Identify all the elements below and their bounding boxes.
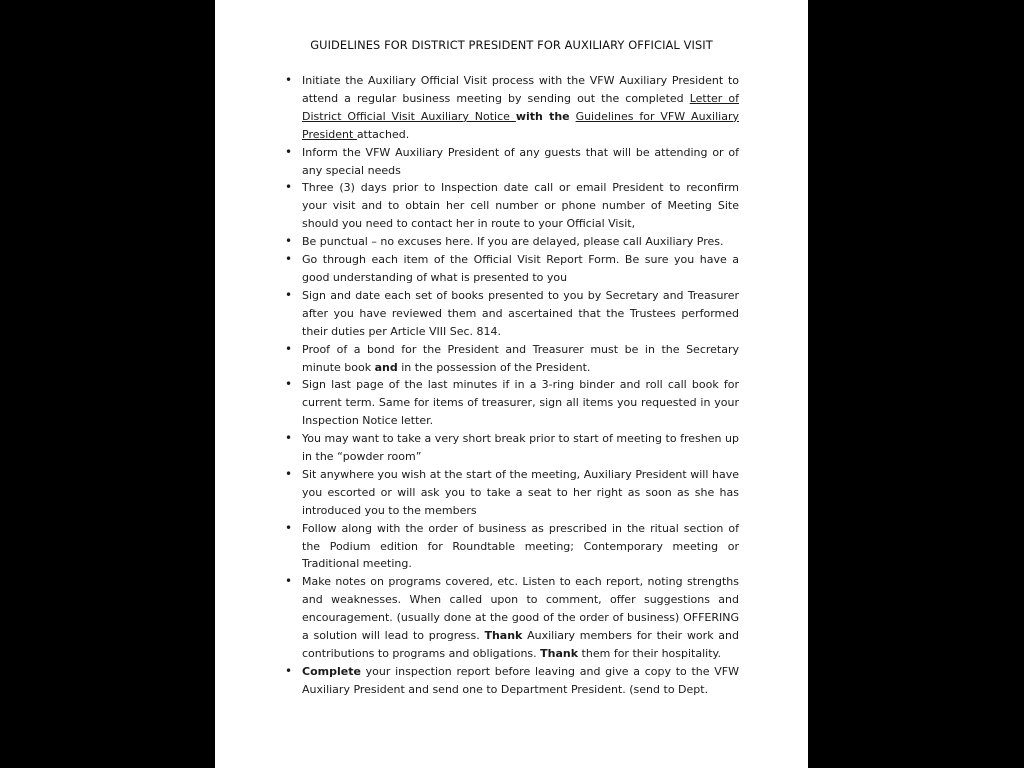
list-item	[285, 573, 739, 663]
item-text: Auxiliary members for their work and contributions to programs and obligations.	[302, 629, 739, 660]
item-text: Be punctual – no excuses here. If you are delayed, please call Auxiliary Pres.	[302, 235, 724, 249]
item-bold-text: Thank	[540, 647, 579, 660]
list-item	[285, 341, 739, 377]
bullet: •	[285, 73, 293, 87]
guidelines-list	[285, 72, 739, 699]
item-text: Go through each item of the Official Visit Report Form. Be sure you have a good understanding of what is presented to you	[302, 253, 739, 284]
item-bold-text: Thank	[484, 629, 523, 643]
bullet: •	[285, 341, 293, 356]
bullet: •	[285, 287, 293, 302]
item-bold-text: Complete	[302, 664, 361, 678]
item-text: your inspection report before leaving and give a copy to the VFW Auxiliary President and send one to Department President. (send to Dept.	[302, 664, 739, 696]
bullet: •	[285, 574, 293, 589]
list-item	[285, 376, 739, 430]
list-item	[285, 520, 739, 574]
list-item	[285, 251, 739, 287]
item-bold-text: and	[374, 360, 398, 374]
document-page	[215, 0, 808, 768]
item-underlined-text: Guidelines for VFW Auxiliary President	[302, 109, 739, 141]
list-item	[285, 233, 739, 251]
item-text: in the possession of the President.	[397, 360, 591, 374]
bullet: •	[285, 180, 293, 195]
bullet: •	[285, 431, 293, 446]
list-item	[285, 430, 739, 466]
item-text: Three (3) days prior to Inspection date call or email President to reconfirm your visit and to obtain her cell number or phone number of Meeting Site should you need to contact her in route to your Official Visit,	[302, 181, 739, 231]
item-text: Make notes on programs covered, etc. Listen to each report, noting strengths and weaknesses. When called upon to comment, offer suggestions and encouragement. (usually done at the good of the order of business) OFFERING a solution will lead to progress.	[302, 575, 739, 643]
bullet: •	[285, 377, 293, 392]
bullet: •	[285, 466, 293, 481]
item-text: attached.	[356, 127, 410, 141]
item-text: Inform the VFW Auxiliary President of any guests that will be attending or of any special needs	[302, 145, 739, 177]
item-text: Sign and date each set of books presented to you by Secretary and Treasurer after you have reviewed them and ascertained that the Trustees performed their duties per Article VIII Sec. 814.	[302, 288, 739, 338]
item-text: Sit anywhere you wish at the start of the meeting, Auxiliary President will have you escorted or will ask you to take a seat to her right as soon as she has introduced you to the members	[302, 467, 739, 517]
list-item	[285, 466, 739, 520]
list-item	[285, 179, 739, 233]
list-item	[285, 287, 739, 341]
document-title: GUIDELINES FOR DISTRICT PRESIDENT FOR AUXILIARY OFFICIAL VISIT	[310, 38, 713, 52]
list-item	[285, 144, 739, 180]
bullet: •	[285, 144, 293, 159]
bullet: •	[285, 520, 293, 535]
bullet: •	[285, 234, 293, 249]
item-text: Initiate the Auxiliary Official Visit process with the VFW Auxiliary President to attend a regular business meeting by sending out the completed	[302, 74, 739, 105]
item-text: Proof of a bond for the President and Treasurer must be in the Secretary minute book	[302, 342, 739, 374]
item-text: them for their hospitality.	[578, 647, 721, 660]
item-underlined-text: Letter of District Official Visit Auxiliary Notice	[302, 91, 739, 123]
item-bold-text: with the	[515, 109, 570, 123]
bullet: •	[285, 663, 293, 678]
item-text: You may want to take a very short break prior to start of meeting to freshen up in the “powder room”	[302, 432, 739, 464]
list-item	[285, 72, 739, 144]
item-text: Follow along with the order of business as prescribed in the ritual section of the Podium edition for Roundtable meeting; Contemporary meeting or Traditional meeting.	[302, 521, 739, 571]
item-text: Sign last page of the last minutes if in a 3-ring binder and roll call book for current term. Same for items of treasurer, sign all items you requested in your Inspection Notice letter.	[302, 378, 739, 428]
list-item	[285, 663, 739, 699]
bullet: •	[285, 252, 293, 267]
